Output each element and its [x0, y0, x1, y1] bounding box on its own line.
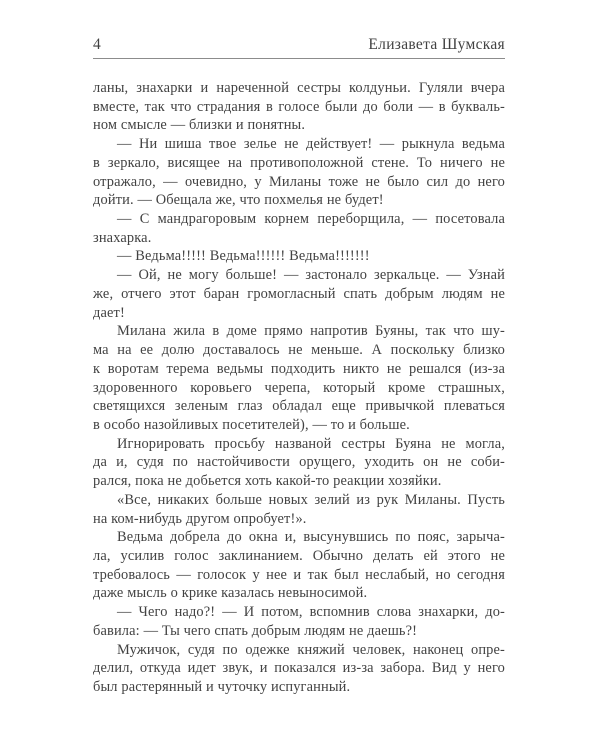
text-line: в особо назойливых посетителей), — то и больше.	[93, 416, 410, 433]
text-line: Милана жила в доме прямо напротив Буяны, так что шу-	[117, 323, 505, 340]
paragraph	[93, 603, 505, 640]
page-number: 4	[93, 36, 102, 53]
text-line: — Ни шиша твое зелье не действует! — рыкнула ведьма	[117, 136, 505, 153]
text-line: даже мысль о крике казалась невыносимой.	[93, 585, 368, 602]
text-line: Игнорировать просьбу названой сестры Буяна не могла,	[117, 435, 505, 452]
paragraph	[93, 247, 505, 266]
text-line: был растерянный и чуточку испуганный.	[93, 679, 351, 695]
text-line: — Ведьма!!!!! Ведьма!!!!!! Ведьма!!!!!!!	[117, 248, 370, 265]
header-rule	[93, 58, 505, 59]
paragraph	[93, 135, 505, 210]
text-line: — Чего надо?! — И потом, вспомнив слова знахарки, до-	[117, 604, 505, 621]
page-text	[93, 79, 505, 697]
text-line: на ком-нибудь другом опробует!».	[93, 510, 307, 527]
running-head-author: Елизавета Шумская	[368, 36, 505, 53]
text-line: дойти. — Обещала же, что похмелья не будет!	[93, 192, 384, 209]
paragraph	[93, 322, 505, 434]
text-line: бавила: — Ты чего спать добрым людям не даешь?!	[93, 622, 418, 639]
running-head	[93, 37, 505, 53]
paragraph	[93, 528, 505, 603]
text-line: Мужичок, судя по одежке княжий человек, наконец опре-	[117, 641, 505, 658]
text-line: отражало, — очевидно, у Миланы тоже не было сил до него	[93, 173, 505, 190]
text-line: Ведьма добрела до окна и, высунувшись по пояс, зарыча-	[117, 529, 505, 546]
text-line: вместе, так что страдания в голосе были до боли — в букваль-	[93, 98, 505, 115]
text-line: дает!	[93, 304, 125, 321]
text-line: ланы, знахарки и нареченной сестры колдуньи. Гуляли вчера	[93, 80, 505, 96]
text-line: ла, усилив голос заклинанием. Обычно делать ей этого не	[93, 547, 505, 564]
text-line: требовалось — голосок у нее и так был неслабый, но сегодня	[93, 566, 505, 583]
text-line: ном смысле — близки и понятны.	[93, 117, 306, 134]
paragraph	[93, 641, 505, 697]
text-line: к воротам терема ведьмы подходить никто не решался (из-за	[93, 360, 505, 377]
text-line: ма на ее долю доставалось не меньше. А поскольку близко	[93, 342, 505, 359]
paragraph	[93, 435, 505, 491]
text-line: знахарка.	[93, 229, 152, 246]
text-line: — Ой, не могу больше! — застонало зеркальце. — Узнай	[117, 267, 505, 284]
text-line: да и, судя по настойчивости орущего, уходить он не соби-	[93, 454, 505, 471]
text-line: здоровенного коровьего черепа, который кроме страшных,	[93, 379, 505, 396]
page-header	[93, 37, 505, 59]
text-line: светящихся зеленым глаз обладал еще привычкой плеваться	[93, 398, 505, 415]
text-line: рался, пока не добьется хоть какой-то реакции хозяйки.	[93, 473, 442, 490]
paragraph	[93, 79, 505, 135]
paragraph	[93, 266, 505, 322]
text-line: же, отчего этот баран громогласный спать добрым людям не	[93, 285, 505, 302]
text-line: делил, откуда идет звук, и показался из-за забора. Вид у него	[93, 660, 505, 677]
paragraph	[93, 491, 505, 528]
text-line: в зеркало, висящее на противоположной стене. То ничего не	[93, 154, 505, 171]
paragraph	[93, 210, 505, 247]
text-line: «Все, никаких больше новых зелий из рук Миланы. Пусть	[117, 491, 505, 508]
text-line: — С мандрагоровым корнем переборщила, — посетовала	[117, 211, 505, 228]
